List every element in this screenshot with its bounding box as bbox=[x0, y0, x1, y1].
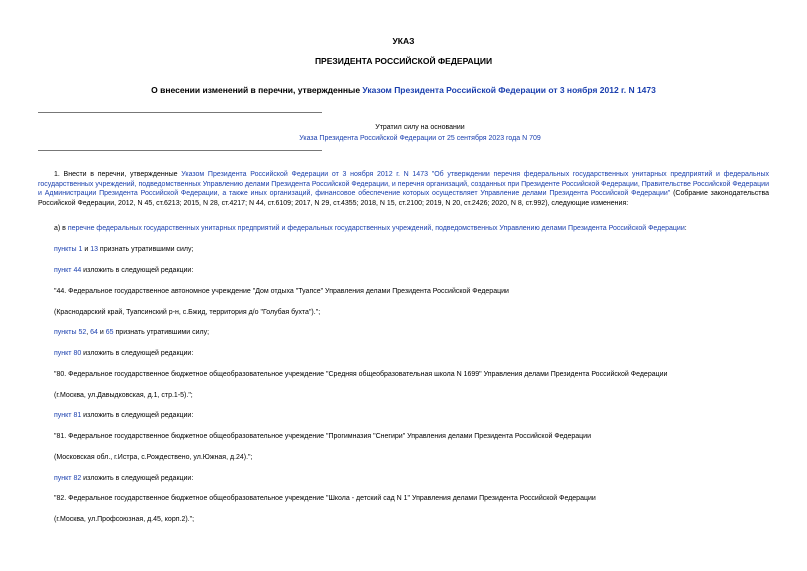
item-44-text: "44. Федеральное государственное автономное учреждение "Дом отдыха "Туапсе" Управления делами Президента Российской Федерации bbox=[54, 288, 509, 295]
item-1-link[interactable]: пункты 1 bbox=[54, 246, 83, 253]
line-text: и bbox=[97, 329, 106, 336]
item-81-address: (Московская обл., г.Истра, с.Рождествено, ул.Южная, д.24)."; bbox=[54, 454, 253, 461]
paragraph-1-text: 1. Внести в перечни, утвержденные bbox=[54, 171, 182, 178]
item-64-link[interactable]: 64 bbox=[90, 329, 98, 336]
paragraph-1-tail: (Собрание законодательства Российской Федерации, 2012, N 45, ст.6213; 2015, N 28, ст.4217; N 44, ст.6109; 2017, N 29, ст.4355; 2018, N 15, ст.2100; 2019, N 20, ст.2426; 2020, N 8, ст.992), следующие изменения: bbox=[38, 190, 769, 207]
line-text: и bbox=[82, 246, 91, 253]
item-44-link[interactable]: пункт 44 bbox=[54, 267, 82, 274]
item-81-text: "81. Федеральное государственное бюджетное общеобразовательное учреждение "Прогимназия "Снегири" Управления делами Президента Российской Федерации bbox=[54, 433, 591, 440]
line-text: , bbox=[86, 329, 91, 336]
item-82-text: "82. Федеральное государственное бюджетное общеобразовательное учреждение "Школа - детский сад N 1" Управления делами Президента Российской Федерации bbox=[54, 495, 596, 502]
item-52-link[interactable]: пункты 52 bbox=[54, 329, 87, 336]
issuer-title: ПРЕЗИДЕНТА РОССИЙСКОЙ ФЕДЕРАЦИИ bbox=[314, 56, 493, 66]
line-items-1-13 bbox=[54, 245, 193, 254]
item-82-address: (г.Москва, ул.Профсоюзная, д.45, корп.2)."; bbox=[54, 516, 195, 523]
document-subject bbox=[0, 86, 807, 95]
decree-title-link[interactable]: "Об утверждении перечня федеральных государственных унитарных предприятий и федеральных государственных учреждений, подведомственных Управлению делами Президента Российской Федерации, и перечня организаций, созданных при Президенте Российской Федерации, Правительстве Российской Федерации и Администрации Президента Российской Федерации, а также иных организаций, финансовое обеспечение которых осуществляет Управление делами Президента Российской Федерации" bbox=[38, 171, 769, 197]
item-80-text: "80. Федеральное государственное бюджетное общеобразовательное учреждение "Средняя общеобразовательная школа N 1699" Управления делами Президента Российской Федерации bbox=[54, 371, 668, 378]
item-81-link[interactable]: пункт 81 bbox=[54, 412, 82, 419]
line-text: изложить в следующей редакции: bbox=[81, 267, 194, 274]
line-items-52-64-65 bbox=[54, 328, 209, 337]
item-80-link[interactable]: пункт 80 bbox=[54, 350, 82, 357]
line-item-81 bbox=[54, 411, 193, 420]
line-text: признать утратившими силу; bbox=[113, 329, 210, 336]
item-82-link[interactable]: пункт 82 bbox=[54, 475, 82, 482]
item-13-link[interactable]: 13 bbox=[90, 246, 98, 253]
item-65-link[interactable]: 65 bbox=[105, 329, 114, 336]
line-item-82 bbox=[54, 474, 193, 483]
line-item-44 bbox=[54, 266, 193, 275]
subparagraph-a bbox=[54, 224, 687, 233]
line-text: изложить в следующей редакции: bbox=[81, 475, 194, 482]
status-repealed-text: Утратил силу на основании bbox=[375, 124, 465, 131]
subparagraph-a-tail: : bbox=[684, 225, 687, 232]
line-text: признать утратившими силу; bbox=[97, 246, 194, 253]
line-text: изложить в следующей редакции: bbox=[81, 412, 194, 419]
paragraph-1 bbox=[38, 170, 769, 208]
item-44-address: (Краснодарский край, Туапсинский р-н, с.Бжид, территория д/о "Голубая бухта")."; bbox=[54, 309, 321, 316]
decree-1473-link[interactable]: Указом Президента Российской Федерации от 3 ноября 2012 г. N 1473 bbox=[181, 171, 428, 178]
line-item-80 bbox=[54, 349, 193, 358]
status-bottom-divider bbox=[38, 150, 322, 151]
list-link[interactable]: перечне федеральных государственных унитарных предприятий и федеральных государственных учреждений, подведомственных Управлению делами Президента Российской Федерации bbox=[67, 225, 685, 232]
subject-decree-link[interactable]: Указом Президента Российской Федерации от 3 ноября 2012 г. N 1473 bbox=[362, 85, 656, 95]
item-80-address: (г.Москва, ул.Давыдковская, д.1, стр.1-5)."; bbox=[54, 392, 193, 399]
line-text: изложить в следующей редакции: bbox=[81, 350, 194, 357]
status-repeal-link[interactable]: Указа Президента Российской Федерации от 25 сентября 2023 года N 709 bbox=[299, 135, 541, 142]
subparagraph-a-text: а) в bbox=[54, 225, 68, 232]
document-type-title: УКАЗ bbox=[392, 36, 415, 46]
subject-text: О внесении изменений в перечни, утвержденные bbox=[151, 85, 363, 95]
status-top-divider bbox=[38, 112, 322, 113]
